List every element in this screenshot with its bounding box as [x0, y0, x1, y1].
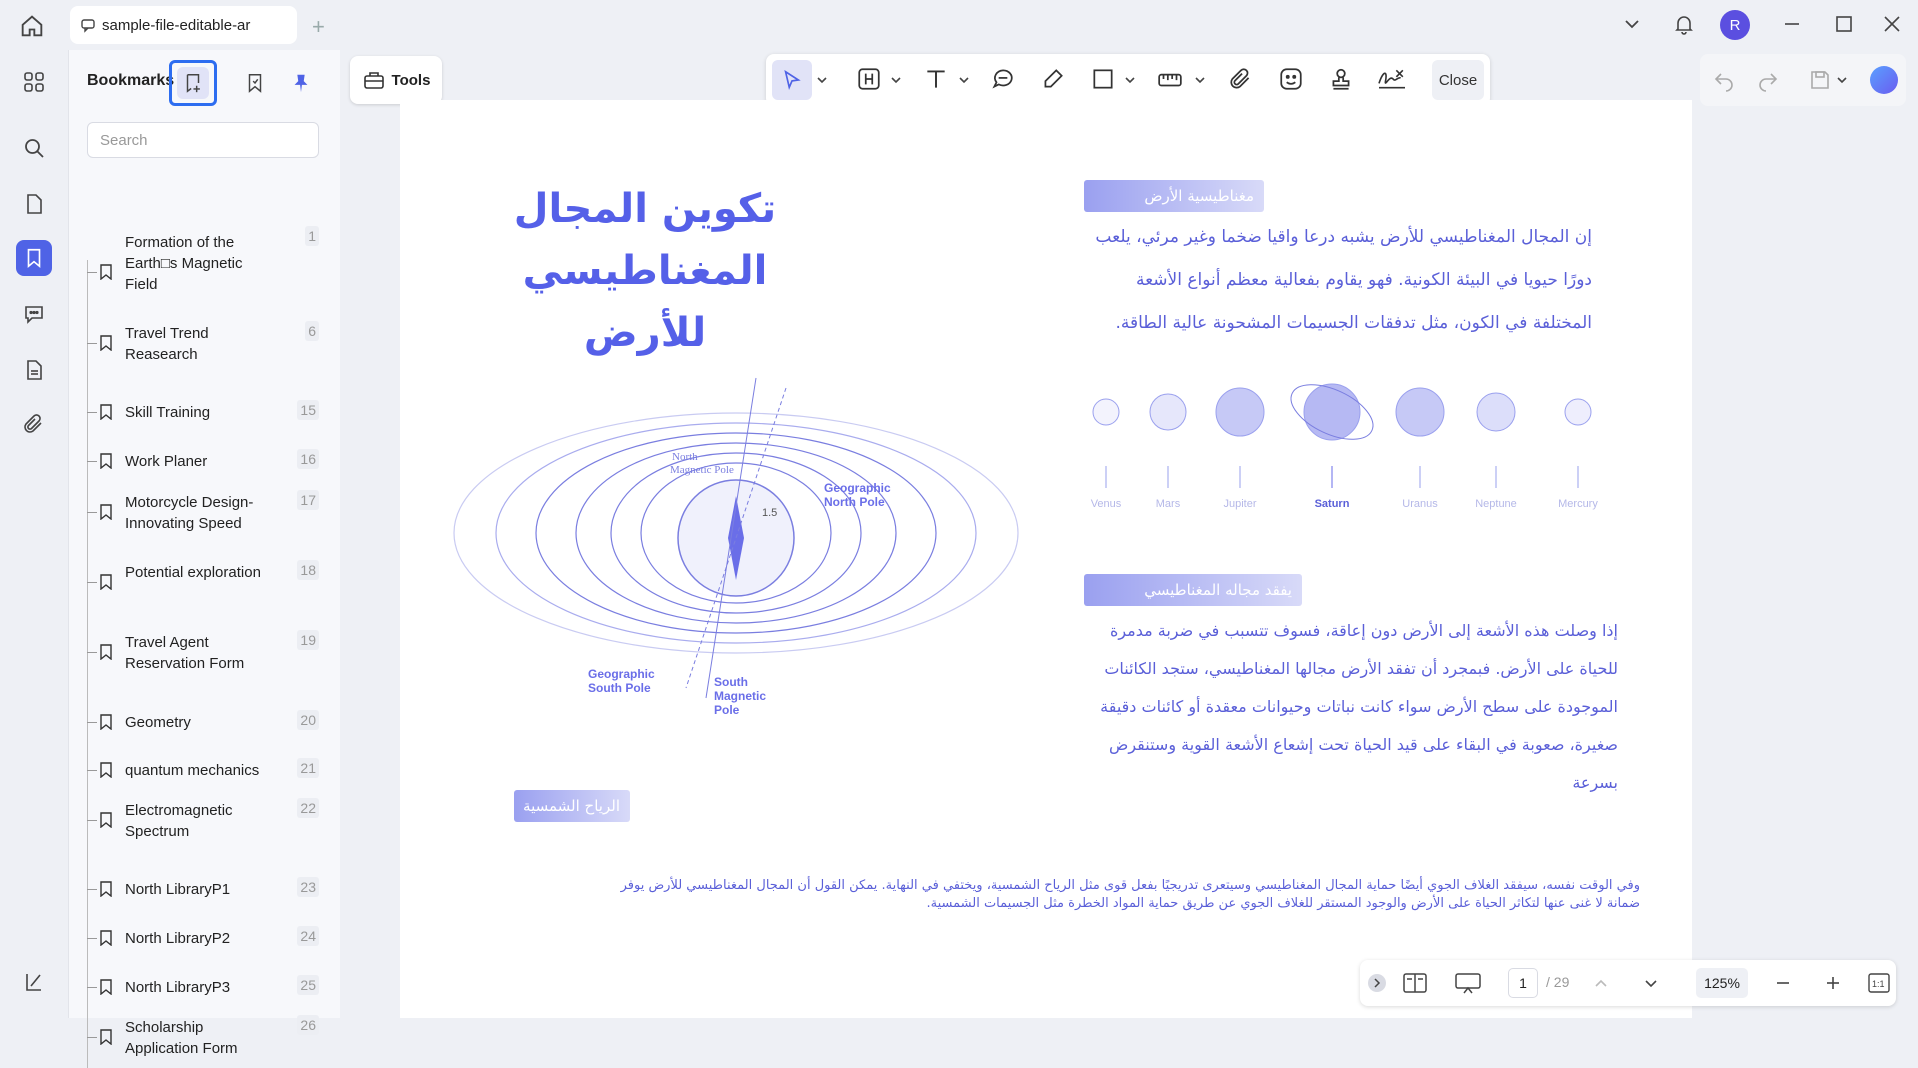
- section-tag: الرياح الشمسية: [514, 790, 630, 822]
- planet-label: Saturn: [1314, 498, 1350, 510]
- shape-tool-icon[interactable]: [1090, 66, 1116, 92]
- bookmark-page: 21: [297, 758, 319, 778]
- tab-title: sample-file-editable-ar: [102, 16, 251, 34]
- chat-icon: [80, 17, 96, 33]
- planet-label: Jupiter: [1223, 498, 1257, 510]
- planets-illustration: [1040, 380, 1610, 500]
- bookmark-page: 19: [297, 630, 319, 650]
- current-page-input[interactable]: 1: [1508, 968, 1538, 998]
- pin-icon: [290, 72, 312, 94]
- title-line-1: تكوين المجال: [513, 186, 777, 232]
- chevron-up-icon[interactable]: [1592, 974, 1610, 992]
- header-tool-icon[interactable]: [856, 66, 882, 92]
- chevron-down-icon[interactable]: [816, 74, 828, 86]
- actual-size-icon[interactable]: [1868, 973, 1890, 993]
- zoom-out-icon[interactable]: [1774, 974, 1792, 992]
- tree-line: [87, 260, 88, 1068]
- page-layout-icon[interactable]: [1402, 972, 1428, 994]
- zoom-in-icon[interactable]: [1824, 974, 1842, 992]
- planet-label: Venus: [1090, 498, 1122, 510]
- bookmark-label: Travel Agent Reservation Form: [125, 634, 245, 672]
- bookmark-rail-icon[interactable]: [16, 240, 52, 276]
- bookmark-label: Potential exploration: [125, 564, 261, 581]
- bookmark-label: North LibraryP1: [125, 881, 231, 898]
- cursor-icon: [781, 69, 803, 91]
- bookmarks-panel: [68, 50, 340, 1057]
- document-tab[interactable]: [70, 6, 297, 44]
- planet-label: Mars: [1155, 498, 1181, 510]
- bookmark-icon: [99, 404, 113, 420]
- signature-icon[interactable]: [1376, 66, 1408, 92]
- tools-button[interactable]: [350, 56, 442, 104]
- bookmark-icon: [99, 644, 113, 660]
- chevron-down-icon[interactable]: [890, 74, 902, 86]
- bookmark-label: Formation of the Earth□s Magnetic Field: [125, 234, 243, 293]
- chevron-down-icon[interactable]: [1836, 74, 1848, 86]
- tools-label: Tools: [391, 71, 431, 89]
- document-title: [480, 178, 810, 364]
- attachment-icon[interactable]: [1228, 66, 1254, 92]
- bookmark-icon: [99, 453, 113, 469]
- bookmark-page: 17: [297, 490, 319, 510]
- measure-tool-icon[interactable]: [1156, 66, 1184, 92]
- bookmark-label: Skill Training: [125, 404, 211, 421]
- comment-tool-icon[interactable]: [990, 66, 1016, 92]
- footer-line-1: وفي الوقت نفسه، سيفقد الغلاف الجوي أيضًا حماية المجال المغناطيسي وسيتعرى تدريجيًا بفعل قوى مثل الرياح الشمسية، ويختفي في النهاية. يمكن القول أن المجال المغناطيسي للأرض يوفر: [620, 878, 1640, 893]
- svg-text:1:1: 1:1: [1872, 979, 1885, 989]
- minimize-icon[interactable]: [1782, 14, 1802, 39]
- bookmark-label: quantum mechanics: [125, 762, 260, 779]
- angle-label: 1.5: [762, 507, 778, 519]
- bookmark-icon: [99, 1029, 113, 1045]
- sticker-icon[interactable]: [1278, 66, 1304, 92]
- bookmark-page: 26: [297, 1015, 319, 1035]
- bookmark-page: 23: [297, 877, 319, 897]
- magnetic-field-diagram: [446, 348, 1046, 718]
- geographic-south-label: Geographic: [588, 667, 655, 681]
- svg-text:Magnetic: Magnetic: [714, 689, 767, 703]
- bookmark-page: 25: [297, 975, 319, 995]
- south-magnetic-label: South: [714, 675, 748, 689]
- text-tool-icon[interactable]: [922, 66, 950, 92]
- planet-label: Mercury: [1558, 498, 1598, 510]
- bookmark-icon: [99, 881, 113, 897]
- edit-toolbar: [766, 54, 1490, 106]
- new-tab-button[interactable]: +: [312, 14, 325, 39]
- chevron-down-icon[interactable]: [1622, 14, 1642, 39]
- bookmark-page: 15: [297, 400, 319, 420]
- north-magnetic-label: North: [672, 451, 698, 463]
- bookmark-label: Travel Trend Reasearch: [125, 325, 209, 363]
- page-navigation-bar: [1360, 960, 1896, 1006]
- toolbox-icon: [362, 68, 386, 92]
- bookmark-page: 6: [305, 321, 319, 341]
- bookmark-label: North LibraryP3: [125, 979, 231, 996]
- bookmark-icon: [99, 714, 113, 730]
- sidebar-toggle-icon[interactable]: [16, 964, 52, 1000]
- section-tag: مغناطيسية الأرض: [1084, 180, 1264, 212]
- select-tool-button[interactable]: [772, 60, 812, 100]
- undo-icon[interactable]: [1712, 68, 1736, 92]
- bookmark-label: Scholarship Application Form: [125, 1019, 238, 1057]
- collapse-bar-icon[interactable]: [1368, 974, 1386, 992]
- maximize-icon[interactable]: [1834, 14, 1854, 39]
- bookmark-label: Work Planer: [125, 453, 208, 470]
- pdf-page: [400, 100, 1692, 1018]
- bookmark-icon: [99, 762, 113, 778]
- bookmark-icon: [99, 504, 113, 520]
- section-tag: يفقد مجاله المغناطيسي: [1084, 574, 1302, 606]
- total-pages: / 29: [1546, 974, 1570, 990]
- stamp-icon[interactable]: [1328, 66, 1354, 92]
- bookmark-page: 18: [297, 560, 319, 580]
- chevron-down-icon[interactable]: [1642, 974, 1660, 992]
- svg-text:North Pole: North Pole: [824, 495, 885, 509]
- svg-text:Pole: Pole: [714, 703, 740, 717]
- bookmark-label: Motorcycle Design-Innovating Speed: [125, 494, 254, 532]
- chevron-down-icon[interactable]: [1194, 74, 1206, 86]
- bookmark-label: Geometry: [125, 714, 191, 731]
- thumbnails-icon[interactable]: [16, 64, 52, 100]
- bookmark-page: 20: [297, 710, 319, 730]
- page-icon[interactable]: [16, 186, 52, 222]
- paragraph-1: إن المجال المغناطيسي للأرض يشبه درعا واقيا ضخما وغير مرئي، يلعب دورًا حيويا في البيئة الكونية. فهو يقاوم بفعالية معظم أنواع الأشعة المختلفة في الكون، مثل تدفقات الجسيمات المشحونة عالية الطاقة.: [1095, 227, 1592, 333]
- bookmark-icon: [99, 930, 113, 946]
- bookmark-icon: [99, 335, 113, 351]
- bookmark-page: 24: [297, 926, 319, 946]
- search-icon[interactable]: [16, 130, 52, 166]
- bookmark-icon: [99, 812, 113, 828]
- left-rail: [0, 50, 68, 1018]
- notification-bell-icon[interactable]: [1672, 12, 1696, 41]
- bookmark-icon: [99, 979, 113, 995]
- bookmark-icon: [99, 574, 113, 590]
- form-fields-icon[interactable]: [16, 352, 52, 388]
- bookmark-label: Electromagnetic Spectrum: [125, 802, 233, 840]
- pin-panel-button[interactable]: [277, 60, 325, 106]
- bookmark-search-input[interactable]: [87, 122, 319, 158]
- chevron-down-icon[interactable]: [958, 74, 970, 86]
- planet-label: Uranus: [1402, 498, 1438, 510]
- chevron-down-icon[interactable]: [1124, 74, 1136, 86]
- bookmark-page: 1: [305, 226, 319, 246]
- footer-line-2: ضمانة لا غنى عنها لتكاثر الحياة على الأرض والوجود المستقر للغلاف الجوي عن طريق حماية المواد الخطرة مثل الجسيمات الشمسية.: [926, 896, 1640, 911]
- svg-text:South Pole: South Pole: [588, 681, 651, 695]
- bookmark-outline-icon: [244, 72, 266, 94]
- svg-text:Magnetic Pole: Magnetic Pole: [670, 464, 734, 476]
- home-icon[interactable]: [18, 12, 46, 40]
- zoom-level[interactable]: 125%: [1696, 968, 1748, 998]
- comments-icon[interactable]: [16, 296, 52, 332]
- redo-icon[interactable]: [1756, 68, 1780, 92]
- save-icon[interactable]: [1808, 68, 1832, 92]
- presentation-icon[interactable]: [1454, 972, 1482, 994]
- history-toolbar: [1700, 54, 1906, 106]
- add-bookmark-button[interactable]: [169, 60, 217, 106]
- bookmark-page: 22: [297, 798, 319, 818]
- close-window-icon[interactable]: [1882, 14, 1902, 39]
- bookmark-options-button[interactable]: [231, 60, 279, 106]
- bookmark-icon: [99, 264, 113, 280]
- highlighter-icon[interactable]: [1040, 66, 1066, 92]
- ai-assistant-icon[interactable]: [1870, 66, 1898, 94]
- add-bookmark-icon: [182, 72, 204, 94]
- bookmark-label: North LibraryP2: [125, 930, 231, 947]
- geographic-north-label: Geographic: [824, 481, 891, 495]
- avatar[interactable]: R: [1720, 10, 1750, 40]
- title-bar: [0, 0, 1918, 50]
- panel-title: Bookmarks: [87, 72, 175, 89]
- title-line-2: المغناطيسي للأرض: [522, 248, 768, 356]
- paragraph-2: إذا وصلت هذه الأشعة إلى الأرض دون إعاقة، فسوف تتسبب في ضربة مدمرة للحياة على الأرض. فبمجرد أن تفقد الأرض مجالها المغناطيسي، ستجد الكائنات الموجودة على سطح الأرض سواء كانت نباتات وحيوانات معقدة أو كائنات دقيقة صغيرة، صعوبة في البقاء على قيد الحياة تحت إشعاع الأشعة القوية وستنقرض بسرعة: [1100, 621, 1618, 792]
- close-toolbar-button[interactable]: Close: [1432, 60, 1484, 100]
- planet-label: Neptune: [1475, 498, 1517, 510]
- attachment-icon[interactable]: [16, 406, 52, 442]
- bookmark-page: 16: [297, 449, 319, 469]
